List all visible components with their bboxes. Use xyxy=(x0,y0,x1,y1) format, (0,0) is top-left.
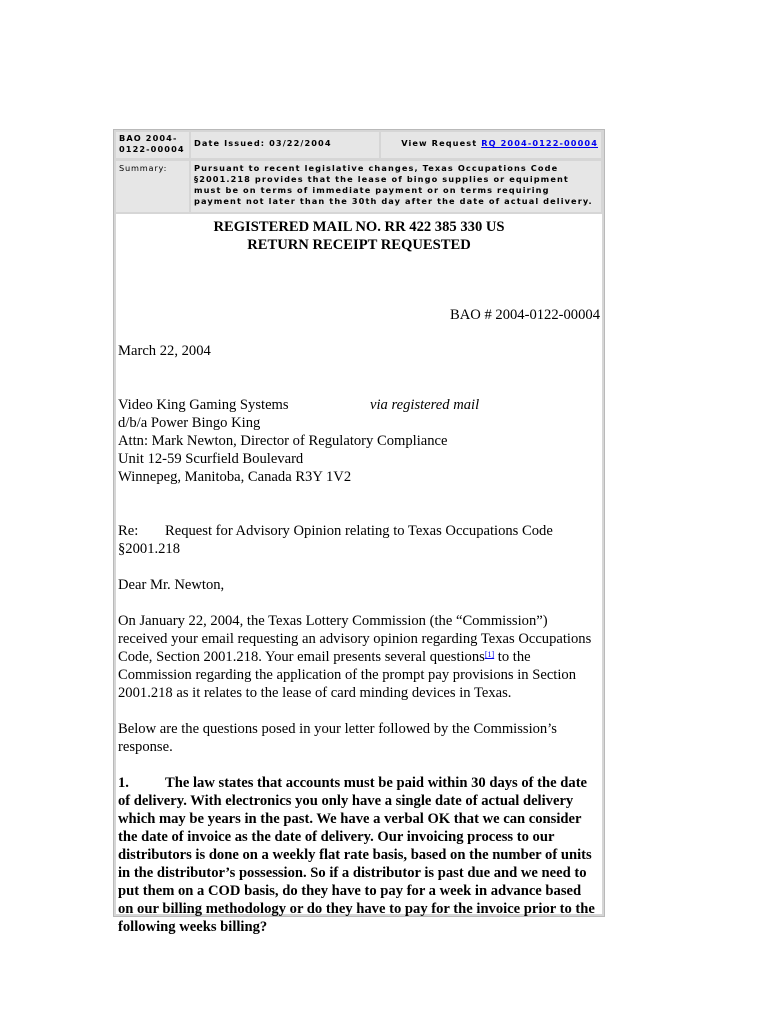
date-issued: Date Issued: 03/22/2004 xyxy=(191,132,379,158)
return-receipt-line: RETURN RECEIPT REQUESTED xyxy=(247,237,471,253)
paragraph-intro xyxy=(118,612,600,702)
address-line: d/b/a Power Bingo King xyxy=(118,415,261,431)
recipient-company: Video King Gaming Systems xyxy=(118,397,289,413)
footnote-link[interactable]: [1] xyxy=(484,650,495,659)
footnote-marker[interactable] xyxy=(485,650,494,659)
re-subject: Request for Advisory Opinion relating to Texas Occupations Code xyxy=(165,523,553,539)
letter-body xyxy=(116,214,602,935)
delivery-method: via registered mail xyxy=(370,397,480,413)
question-text: The law states that accounts must be paid within 30 days of the date of delivery. With electronics you only have a single date of actual delivery which may be years in the past. We have a verbal OK that we can consider the date of invoice as the date of delivery. Our invoicing process to our distributors is done on a weekly flat rate basis, based on the number of units in the distributor’s possession. So if a distributor is past due and we need to put them on a COD basis, do they have to pay for a week in advance based on our billing methodology or do they have to pay for the invoice prior to the following weeks billing? xyxy=(118,775,595,935)
re-label: Re: xyxy=(118,523,139,539)
address-line: Unit 12-59 Scurfield Boulevard xyxy=(118,451,304,467)
address-line: Attn: Mark Newton, Director of Regulatory Compliance xyxy=(118,433,448,449)
bao-number: BAO 2004-0122-00004 xyxy=(116,132,189,158)
view-request-link[interactable]: RQ 2004-0122-00004 xyxy=(481,138,598,148)
summary-label: Summary: xyxy=(116,161,189,212)
address-line: Winnepeg, Manitoba, Canada R3Y 1V2 xyxy=(118,469,352,485)
view-request xyxy=(381,132,601,158)
letter-date: March 22, 2004 xyxy=(118,343,211,359)
re-subject-cont: §2001.218 xyxy=(118,541,181,557)
re-block xyxy=(118,522,600,558)
bao-reference: BAO # 2004-0122-00004 xyxy=(450,307,600,323)
view-request-label: View Request xyxy=(401,138,478,148)
paragraph-intro-text: On January 22, 2004, the Texas Lottery Commission (the “Commission”) received your email requesting an advisory opinion regarding Texas Occupations Code, Section 2001.218. Your email presents several questions xyxy=(118,613,592,665)
salutation: Dear Mr. Newton, xyxy=(118,577,225,593)
summary-text: Pursuant to recent legislative changes, Texas Occupations Code §2001.218 provides that the lease of bingo supplies or equipment must be on terms of immediate payment or on terms requiring payment not later than the 30th day after the date of actual delivery. xyxy=(191,161,601,212)
question-1 xyxy=(118,774,600,936)
registered-mail-line: REGISTERED MAIL NO. RR 422 385 330 US xyxy=(213,219,505,235)
question-number: 1. xyxy=(118,775,129,791)
paragraph-intro-text-cont: to the Commission regarding the application of the prompt pay provisions in Section 2001.218 as it relates to the lease of card minding devices in Texas. xyxy=(118,649,577,701)
paragraph-questions-intro: Below are the questions posed in your letter followed by the Commission’s response. xyxy=(118,721,557,755)
recipient-block xyxy=(118,396,600,486)
